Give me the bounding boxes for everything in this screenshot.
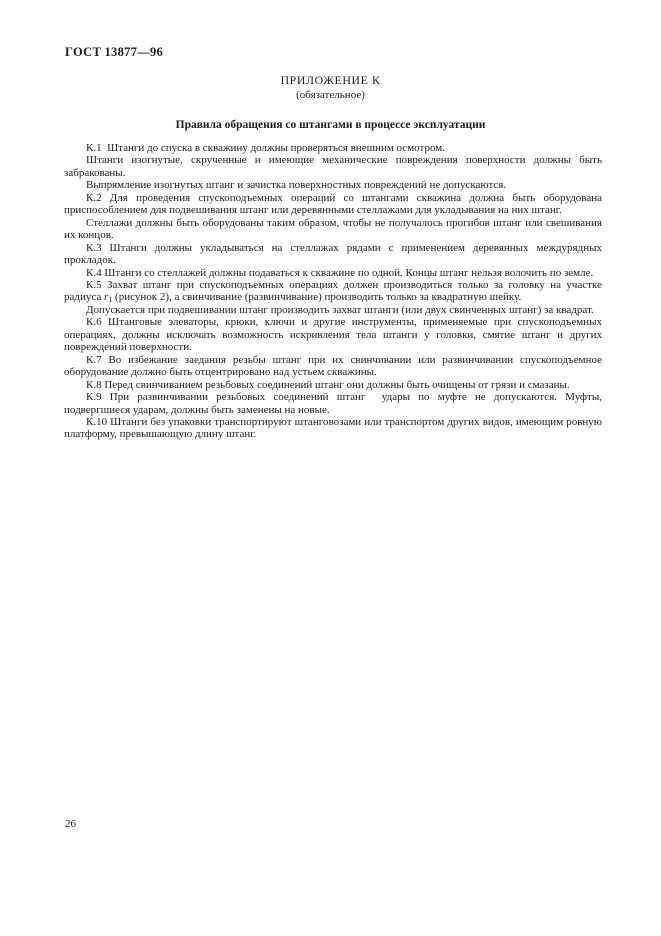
paragraph: Выпрямление изогнутых штанг и зачистка поверхностных повреждений не допускаются. <box>86 179 507 192</box>
standard-code: ГОСТ 13877—96 <box>65 45 164 59</box>
paragraph: К.10 Штанги без упаковки транспортируют штанговозами или транспортом других видов, имеющим ровную платформу, превышающую длину штанг. <box>64 415 602 441</box>
page-number: 26 <box>65 818 76 830</box>
paragraph: К.6 Штанговые элеваторы, крюки, ключи и другие инструменты, применяемые при спускоподъемных операциях, должны исключать возможность искривления тела штанги у головки, смятие штанг и других повреждений поверхности. <box>64 316 602 354</box>
paragraph: Стеллажи должны быть оборудованы таким образом, чтобы не получалось прогибов штанг или свешивания их концов. <box>64 216 602 242</box>
paragraph: К.1 Штанги до спуска в скважину должны проверяться внешним осмотром. <box>86 142 445 154</box>
appendix-title: ПРИЛОЖЕНИЕ К <box>280 73 381 87</box>
appendix-header <box>0 73 661 101</box>
paragraph: Допускается при подвешивании штанг производить захват штанги (или двух свинченных штанг) за квадрат. <box>86 303 594 316</box>
paragraph: К.7 Во избежание заедания резьбы штанг при их свинчивании или развинчивании спускоподъемное оборудование должно быть отцентрировано над устьем скважины. <box>64 353 602 379</box>
paragraph: К.8 Перед свинчиванием резьбовых соединений штанг они должны быть очищены от грязи и смазаны. <box>86 378 570 391</box>
body-paragraphs <box>64 142 602 441</box>
appendix-subtitle: (обязательное) <box>296 89 365 101</box>
paragraph: К.3 Штанги должны укладываться на стеллажах рядами с применением деревянных междурядных прокладок. <box>64 241 602 267</box>
section-heading: Правила обращения со штангами в процессе эксплуатации <box>175 119 486 131</box>
paragraph: К.9 При развинчивании резьбовых соединений штанг удары по муфте не допускаются. Муфты, подвергшиеся ударам, должны быть заменены на новые. <box>64 391 602 416</box>
paragraph: Штанги изогнутые, скрученные и имеющие механические повреждения поверхности должны быть забракованы. <box>64 154 602 179</box>
paragraph: К.5 Захват штанг при спускоподъемных операциях должен производиться только за головку на участке радиуса $r_1$ (рисунок 2), а свинчивание (развинчивание) производить только за квадратную шейку. <box>64 278 602 305</box>
paragraph: К.2 Для проведения спускоподъемных операций со штангами скважина должна быть оборудована приспособлением для подвешивания штанг или деревянными стеллажами для укладывания на них штанг. <box>64 191 602 217</box>
paragraph: К.4 Штанги со стеллажей должны подаваться к скважине по одной. Концы штанг нельзя волочить по земле. <box>86 266 594 279</box>
